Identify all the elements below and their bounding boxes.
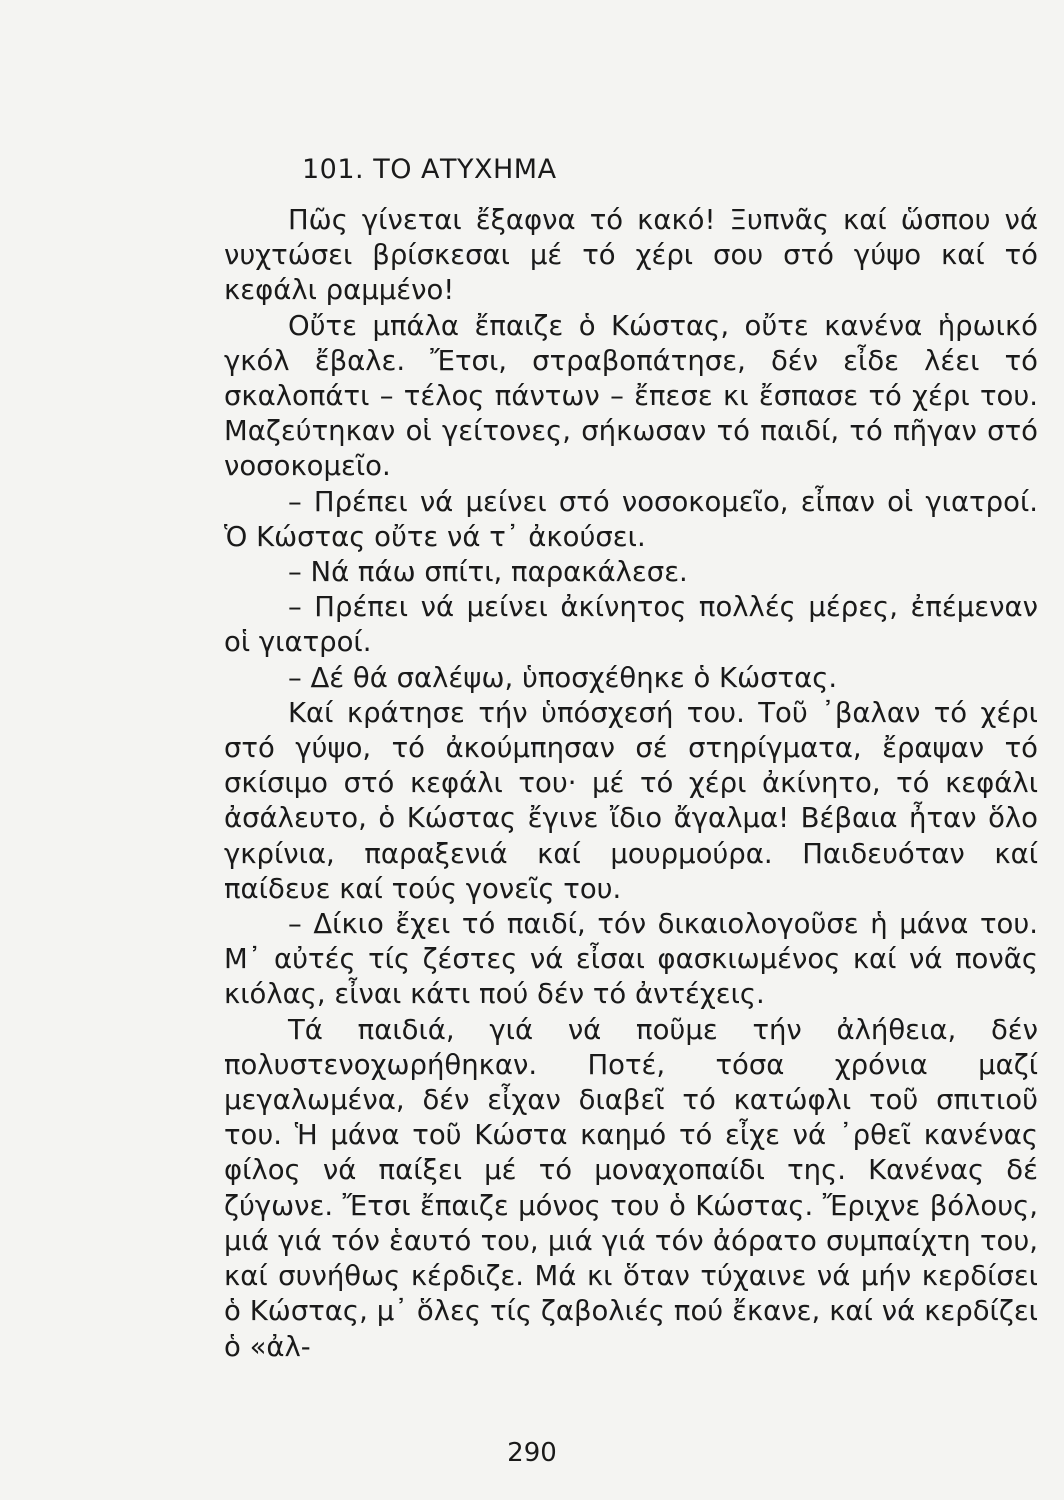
- paragraph: – Πρέπει νά μείνει στό νοσοκομεῖο, εἶπαν οἱ γιατροί. Ὁ Κώστας οὔτε νά τ᾽ ἀκούσει.: [224, 485, 1038, 553]
- paragraph: – Πρέπει νά μείνει ἀκίνητος πολλές μέρες, ἐπέμεναν οἱ γιατροί.: [224, 591, 1038, 659]
- paragraph: – Δίκιο ἔχει τό παιδί, τόν δικαιολογοῦσε ἡ μάνα του. Μ᾽ αὐτές τίς ζέστες νά εἶσαι φασκιωμένος καί νά πονᾶς κιόλας, εἶναι κάτι πού δέν τό ἀντέχεις.: [224, 908, 1038, 1011]
- body-text: [224, 203, 1038, 1365]
- chapter-title: 101. ΤΟ ΑΤΥΧΗΜΑ: [302, 154, 557, 185]
- paragraph: Πῶς γίνεται ἔξαφνα τό κακό! Ξυπνᾶς καί ὥσπου νά νυχτώσει βρίσκεσαι μέ τό χέρι σου στό γύψο καί τό κεφάλι ραμμένο!: [224, 204, 1038, 307]
- paragraph: Καί κράτησε τήν ὑπόσχεσή του. Τοῦ ᾽βαλαν τό χέρι στό γύψο, τό ἀκούμπησαν σέ στηρίγματα, ἔραψαν τό σκίσιμο στό κεφάλι του· μέ τό χέρι ἀκίνητο, τό κεφάλι ἀσάλευτο, ὁ Κώστας ἔγινε ἴδιο ἄγαλμα! Βέβαια ἦταν ὅλο γκρίνια, παραξενιά καί μουρμούρα. Παιδευόταν καί παίδευε καί τούς γονεῖς του.: [224, 696, 1038, 905]
- paragraph: – Νά πάω σπίτι, παρακάλεσε.: [288, 556, 688, 589]
- page-number: 290: [507, 1438, 557, 1468]
- paragraph: Τά παιδιά, γιά νά ποῦμε τήν ἀλήθεια, δέν πολυστενοχωρήθηκαν. Ποτέ, τόσα χρόνια μαζί μεγαλωμένα, δέν εἶχαν διαβεῖ τό κατώφλι τοῦ σπιτιοῦ του. Ἡ μάνα τοῦ Κώστα καημό τό εἶχε νά ᾽ρθεῖ κανένας φίλος νά παίξει μέ τό μοναχοπαίδι της. Κανένας δέ ζύγωνε. Ἔτσι ἔπαιζε μόνος του ὁ Κώστας. Ἔριχνε βόλους, μιά γιά τόν ἑαυτό του, μιά γιά τόν ἀόρατο συμπαίχτη του, καί συνήθως κέρδιζε. Μά κι ὅταν τύχαινε νά μήν κερδίσει ὁ Κώστας, μ᾽ ὅλες τίς ζαβολιές πού ἔκανε, καί νά κερδίζει ὁ «ἀλ-: [224, 1013, 1038, 1363]
- paragraph: Οὔτε μπάλα ἔπαιζε ὁ Κώστας, οὔτε κανένα ἡρωικό γκόλ ἔβαλε. Ἔτσι, στραβοπάτησε, δέν εἶδε λέει τό σκαλοπάτι – τέλος πάντων – ἔπεσε κι ἔσπασε τό χέρι του. Μαζεύτηκαν οἱ γείτονες, σήκωσαν τό παιδί, τό πῆγαν στό νοσοκομεῖο.: [224, 309, 1038, 483]
- paragraph: – Δέ θά σαλέψω, ὑποσχέθηκε ὁ Κώστας.: [288, 661, 838, 694]
